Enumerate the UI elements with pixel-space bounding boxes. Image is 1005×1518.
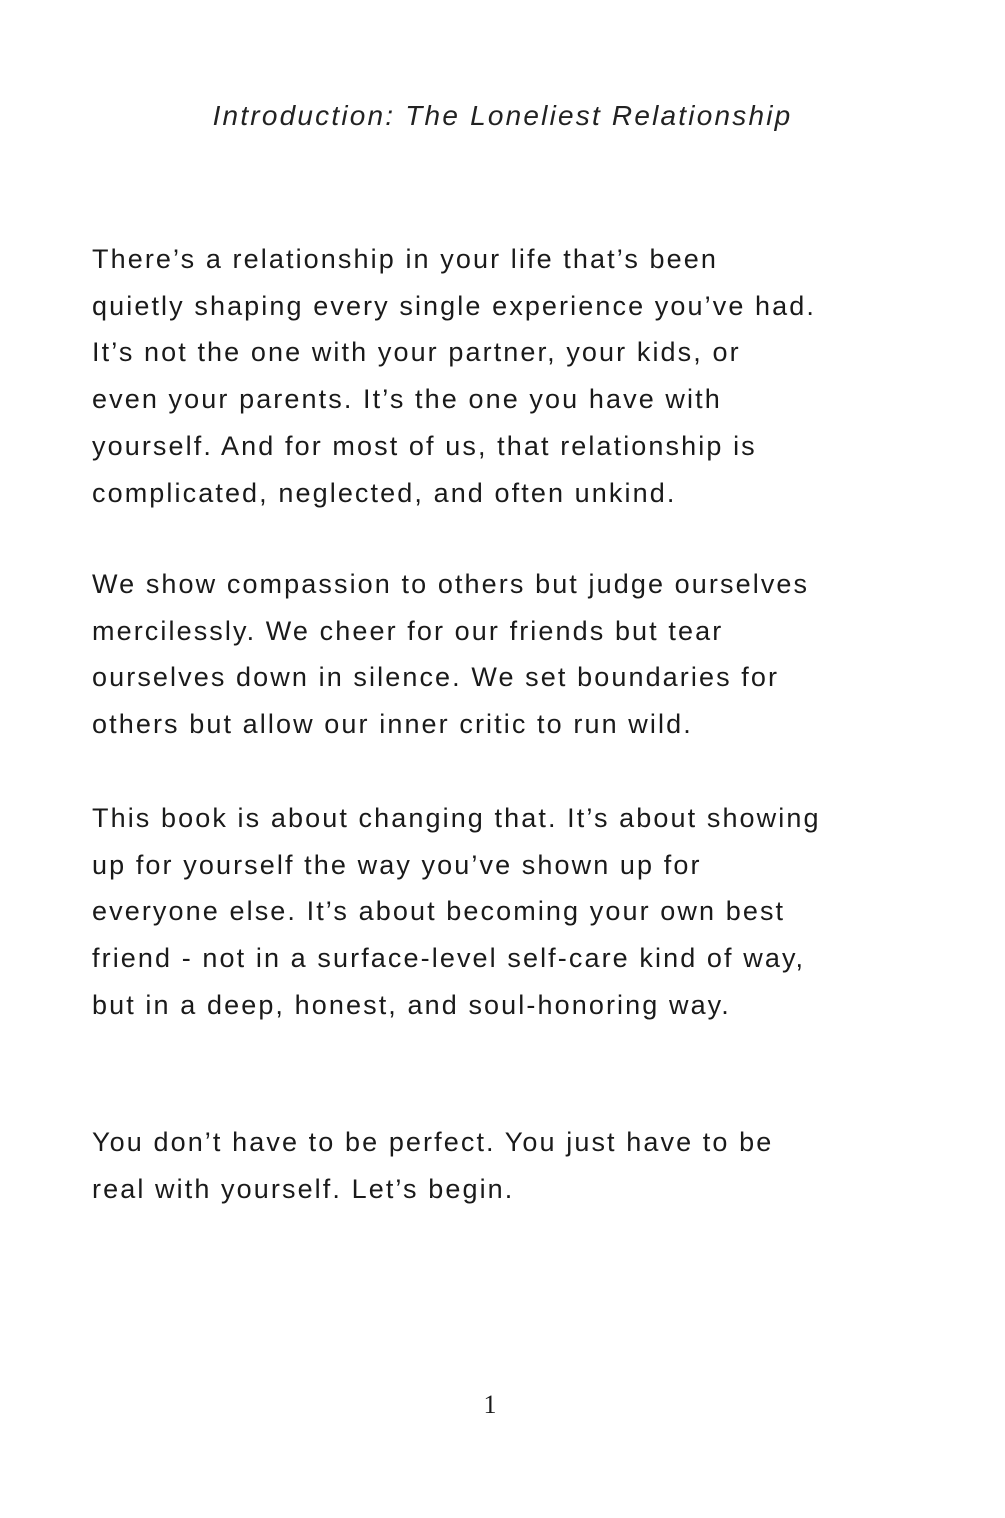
paragraph-line: everyone else. It’s about becoming your own best xyxy=(92,896,786,927)
paragraph-2 xyxy=(92,561,932,748)
paragraph-line: This book is about changing that. It’s about showing xyxy=(92,803,821,833)
paragraph-line: even your parents. It’s the one you have with xyxy=(92,384,722,415)
paragraph-line: It’s not the one with your partner, your kids, or xyxy=(92,337,741,368)
paragraph-line: You don’t have to be perfect. You just have to be xyxy=(92,1127,774,1157)
page-number: 1 xyxy=(483,1390,497,1419)
paragraph-line: yourself. And for most of us, that relationship is xyxy=(92,430,757,461)
paragraph-line: mercilessly. We cheer for our friends but tear xyxy=(92,615,724,646)
paragraph-line: others but allow our inner critic to run wild. xyxy=(92,709,693,740)
paragraph-line: We show compassion to others but judge ourselves xyxy=(92,569,810,599)
paragraph-line: up for yourself the way you’ve shown up for xyxy=(92,849,702,880)
paragraph-1 xyxy=(92,236,932,516)
chapter-running-head: Introduction: The Loneliest Relationship xyxy=(212,100,793,131)
paragraph-line: complicated, neglected, and often unkind. xyxy=(92,477,677,508)
paragraph-line: quietly shaping every single experience you’ve had. xyxy=(92,290,816,321)
paragraph-line: real with yourself. Let’s begin. xyxy=(92,1173,515,1204)
paragraph-line: There’s a relationship in your life that’s been xyxy=(92,244,719,274)
paragraph-line: ourselves down in silence. We set boundaries for xyxy=(92,662,780,693)
paragraph-3 xyxy=(92,795,932,1029)
paragraph-line: but in a deep, honest, and soul-honoring way. xyxy=(92,989,731,1020)
paragraph-4 xyxy=(92,1119,932,1212)
paragraph-line: friend - not in a surface-level self-care kind of way, xyxy=(92,943,806,974)
